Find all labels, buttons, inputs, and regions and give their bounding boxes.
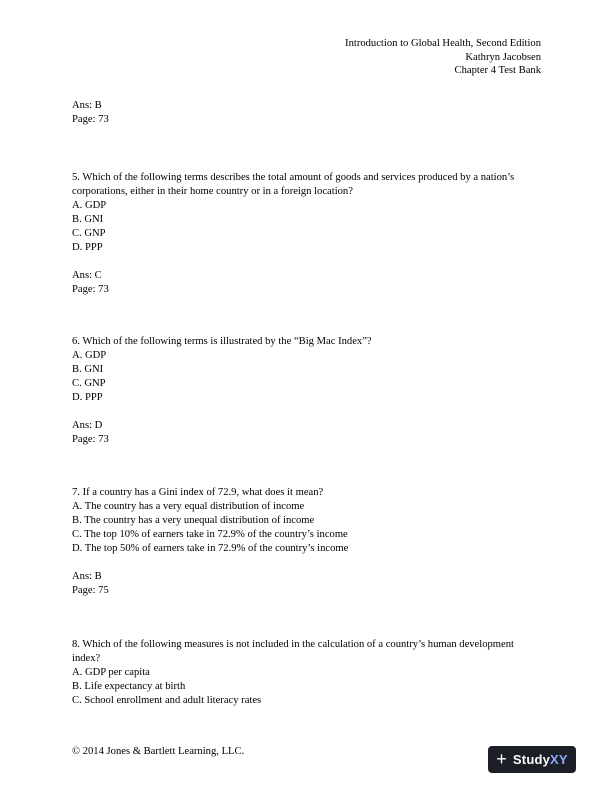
- answer-text: Ans: D: [72, 420, 103, 431]
- question-prompt: 7. If a country has a Gini index of 72.9, what does it mean?: [72, 487, 324, 498]
- option-b: B. GNI: [72, 214, 104, 225]
- studyxy-logo[interactable]: [488, 746, 576, 773]
- option-b: B. GNI: [72, 364, 104, 375]
- option-c: C. GNP: [72, 378, 106, 389]
- page-ref: Page: 75: [72, 585, 109, 596]
- question-5: [72, 171, 542, 297]
- option-c: C. School enrollment and adult literacy rates: [72, 695, 262, 706]
- option-b: B. The country has a very unequal distribution of income: [72, 515, 315, 526]
- question-7: [72, 486, 542, 598]
- question-6: [72, 335, 542, 447]
- option-a: A. GDP: [72, 350, 107, 361]
- option-d: D. The top 50% of earners take in 72.9% of the country’s income: [72, 543, 349, 554]
- author-name: Kathryn Jacobsen: [465, 51, 541, 63]
- option-a: A. GDP: [72, 200, 107, 211]
- option-a: A. The country has a very equal distribution of income: [72, 501, 305, 512]
- logo-study-text: Study: [512, 751, 551, 767]
- copyright-footer: © 2014 Jones & Bartlett Learning, LLC.: [72, 746, 245, 757]
- option-c: C. GNP: [72, 228, 106, 239]
- page-ref: Page: 73: [72, 114, 109, 125]
- chapter-label: Chapter 4 Test Bank: [454, 65, 541, 76]
- question-prompt: 5. Which of the following terms describes the total amount of goods and services produced by a nation’s corporations, either in their home country or in a foreign location?: [72, 172, 515, 197]
- question-prompt: 6. Which of the following terms is illustrated by the “Big Mac Index”?: [72, 336, 372, 347]
- answer-text: Ans: B: [72, 100, 102, 111]
- option-d: D. PPP: [72, 392, 103, 403]
- plus-icon: +: [496, 748, 507, 769]
- page-header: [345, 37, 541, 78]
- book-title: Introduction to Global Health, Second Edition: [345, 38, 541, 49]
- page-ref: Page: 73: [72, 434, 109, 445]
- option-a: A. GDP per capita: [72, 667, 150, 678]
- question-prompt: 8. Which of the following measures is not included in the calculation of a country’s human development index?: [72, 639, 514, 664]
- answer-text: Ans: C: [72, 270, 102, 281]
- page-ref: Page: 73: [72, 284, 109, 295]
- previous-answer-block: [72, 99, 542, 127]
- option-b: B. Life expectancy at birth: [72, 681, 186, 692]
- question-8: [72, 638, 542, 708]
- answer-text: Ans: B: [72, 571, 102, 582]
- logo-xy-text: XY: [550, 751, 568, 767]
- option-d: D. PPP: [72, 242, 103, 253]
- option-c: C. The top 10% of earners take in 72.9% of the country’s income: [72, 529, 348, 540]
